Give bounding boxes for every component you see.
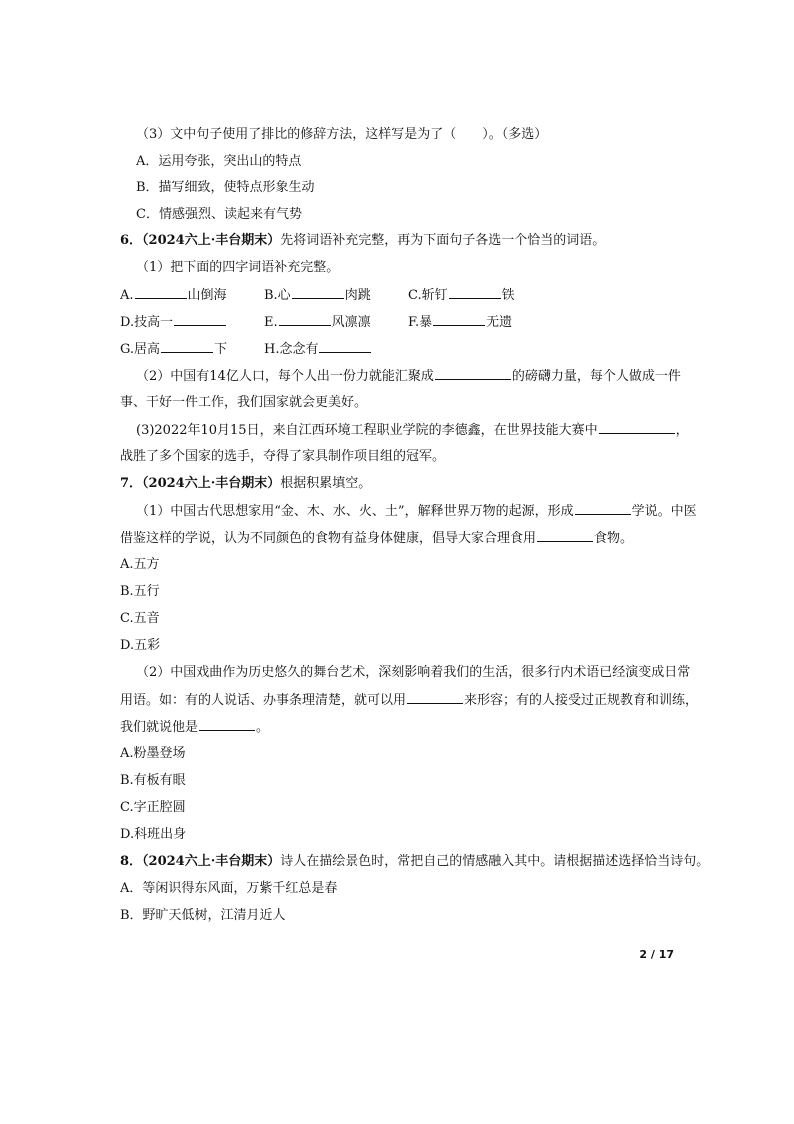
question-stem: 诗人在描绘景色时，常把自己的情感融入其中。请根据描述选择恰当诗句。 (280, 854, 710, 869)
question-number: 8． (120, 854, 143, 869)
idiom-item: D.技高一 (120, 313, 227, 332)
idiom-item: C.斩钉 铁 (408, 288, 515, 303)
idiom-item: G.居高 下 (120, 342, 228, 357)
answer-blank[interactable] (433, 313, 485, 326)
idiom-item: H.念念有 (264, 340, 372, 359)
answer-blank[interactable] (435, 367, 511, 380)
question-7-heading (120, 475, 371, 493)
answer-blank[interactable] (199, 718, 255, 731)
question-7-sub-1: （1）中国古代思想家用“金、木、水、火、土”，解释世界万物的起源，形成 学说。中医 (136, 504, 697, 519)
option-d: D.科班出身 (120, 827, 187, 842)
option-c: C.字正腔圆 (120, 800, 186, 815)
question-source-tag: （2024六上·丰台期末） (142, 476, 281, 491)
question-6-sub-2: （2）中国有14亿人口，每个人出一份力就能汇聚成 的磅礴力量，每个人做成一件 (136, 369, 681, 384)
option-c: C.五音 (120, 611, 160, 626)
answer-blank[interactable] (174, 313, 226, 326)
answer-blank[interactable] (537, 529, 593, 542)
question-6-sub-1: （1）把下面的四字词语补充完整。 (136, 260, 340, 275)
question-7-sub-2: （2）中国戏曲作为历史悠久的舞台艺术，深刻影响着我们的生活，很多行内术语已经演变成日常 (136, 665, 691, 680)
answer-blank[interactable] (292, 286, 344, 299)
option-b: B.有板有眼 (120, 773, 186, 788)
question-number: 7． (120, 476, 143, 491)
question-7-sub-2-cont: 用语。如：有的人说话、办事条理清楚，就可以用 来形容；有的人接受过正规教育和训练， (120, 693, 699, 708)
option-b: B．野旷天低树，江清月近人 (120, 908, 286, 923)
option-d: D.五彩 (120, 638, 161, 653)
question-6-sub-3-cont: 战胜了多个国家的选手，夺得了家具制作项目组的冠军。 (120, 449, 446, 464)
question-6-sub-3: (3)2022年10月15日，来自江西环境工程职业学院的李德鑫，在世界技能大赛中 ， (136, 423, 689, 438)
option-c: C．情感强烈、读起来有气势 (136, 207, 302, 222)
question-source-tag: （2024六上·丰台期末） (142, 854, 281, 869)
question-6-heading (120, 232, 605, 250)
question-7-sub-2-cont: 我们就说他是 。 (120, 720, 270, 735)
answer-blank[interactable] (575, 502, 631, 515)
question-stem: 先将词语补充完整，再为下面句子各选一个恰当的词语。 (280, 233, 606, 248)
option-b: B．描写细致，使特点形象生动 (136, 180, 315, 195)
question-source-tag: （2024六上·丰台期末） (142, 233, 281, 248)
page-number: 2 / 17 (639, 948, 674, 961)
answer-blank[interactable] (319, 340, 371, 353)
option-a: A．等闲识得东风面，万紫千红总是春 (120, 881, 338, 896)
question-5-3-stem: （3）文中句子使用了排比的修辞方法，这样写是为了（ ）。（多选） (136, 127, 548, 142)
answer-blank[interactable] (161, 340, 213, 353)
option-a: A.粉墨登场 (120, 746, 186, 761)
option-a: A．运用夸张，突出山的特点 (136, 154, 302, 169)
question-number: 6． (120, 233, 143, 248)
idiom-item: E. 风凛凛 (264, 315, 371, 330)
answer-blank[interactable] (599, 421, 675, 434)
question-8-heading (120, 853, 709, 871)
idiom-item: B.心 肉跳 (264, 288, 371, 303)
question-stem: 根据积累填空。 (280, 476, 372, 491)
answer-blank[interactable] (449, 286, 501, 299)
idiom-item: F.暴 无遗 (408, 315, 513, 330)
answer-blank[interactable] (407, 691, 463, 704)
question-6-sub-2-cont: 事、干好一件工作，我们国家就会更美好。 (120, 395, 368, 410)
question-7-sub-1-cont: 借鉴这样的学说，认为不同颜色的食物有益身体健康，倡导大家合理食用 食物。 (120, 531, 634, 546)
option-b: B.五行 (120, 584, 160, 599)
answer-blank[interactable] (135, 286, 187, 299)
option-a: A.五方 (120, 557, 160, 572)
answer-blank[interactable] (279, 313, 331, 326)
idiom-item: A. 山倒海 (120, 288, 227, 303)
